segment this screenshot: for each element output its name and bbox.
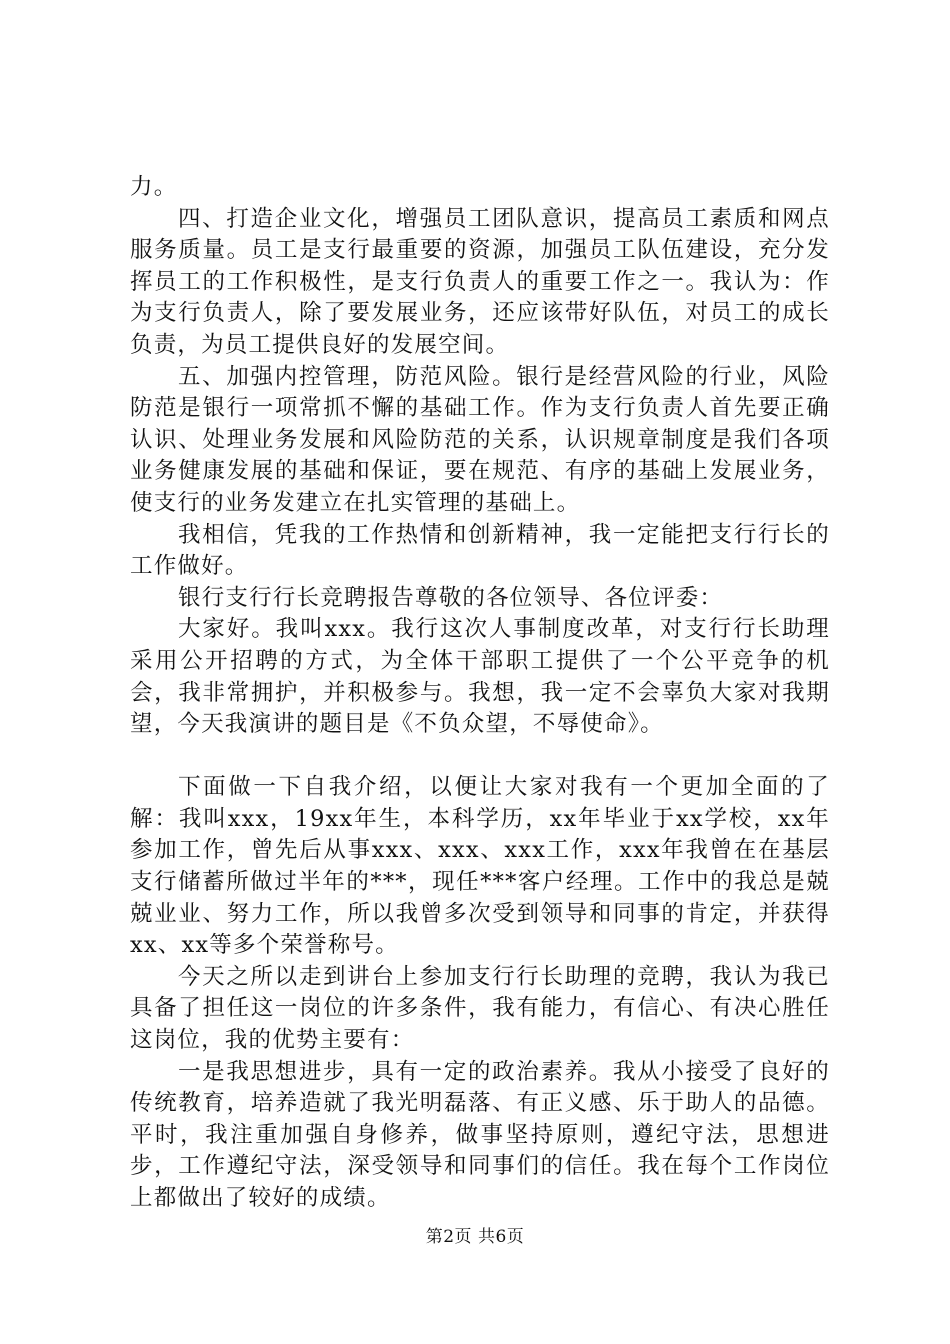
paragraph-self-introduction: 下面做一下自我介绍，以便让大家对我有一个更加全面的了解：我叫xxx，19xx年生，本科学历，xx年毕业于xx学校，xx年参加工作，曾先后从事xxx、xxx、xxx工作，xxx年我曾在在基层支行储蓄所做过半年的***，现任***客户经理。工作中的我总是兢兢业业、努力工作，所以我曾多次受到领导和同事的肯定，并获得xx、xx等多个荣誉称号。 <box>130 774 830 959</box>
document-body <box>130 172 830 1215</box>
paragraph-confidence: 我相信，凭我的工作热情和创新精神，我一定能把支行行长的工作做好。 <box>130 521 830 580</box>
paragraph-continuation: 力。 <box>130 174 178 200</box>
page-number-footer: 第2页 共6页 <box>425 1227 525 1247</box>
paragraph-qualifications: 今天之所以走到讲台上参加支行行长助理的竞聘，我认为我已具备了担任这一岗位的许多条件，我有能力，有信心、有决心胜任这岗位，我的优势主要有： <box>130 963 830 1054</box>
paragraph-advantage-one: 一是我思想进步，具有一定的政治素养。我从小接受了良好的传统教育，培养造就了我光明磊落、有正义感、乐于助人的品德。平时，我注重加强自身修养，做事坚持原则，遵纪守法，思想进步，工作遵纪守法，深受领导和同事们的信任。我在每个工作岗位上都做出了较好的成绩。 <box>130 1058 830 1211</box>
paragraph-corporate-culture: 四、打造企业文化，增强员工团队意识，提高员工素质和网点服务质量。员工是支行最重要的资源，加强员工队伍建设，充分发挥员工的工作积极性，是支行负责人的重要工作之一。我认为：作为支行负责人，除了要发展业务，还应该带好队伍，对员工的成长负责，为员工提供良好的发展空间。 <box>130 205 830 358</box>
paragraph-speech-title: 银行支行行长竞聘报告尊敬的各位领导、各位评委： <box>178 584 724 611</box>
paragraph-internal-control: 五、加强内控管理，防范风险。银行是经营风险的行业，风险防范是银行一项常抓不懈的基础工作。作为支行负责人首先要正确认识、处理业务发展和风险防范的关系，认识规章制度是我们各项业务健康发展的基础和保证，要在规范、有序的基础上发展业务，使支行的业务发建立在扎实管理的基础上。 <box>130 363 830 516</box>
paragraph-greeting: 大家好。我叫xxx。我行这次人事制度改革，对支行行长助理采用公开招聘的方式，为全体干部职工提供了一个公平竞争的机会，我非常拥护，并积极参与。我想，我一定不会辜负大家对我期望，今天我演讲的题目是《不负众望，不辱使命》。 <box>130 616 830 738</box>
